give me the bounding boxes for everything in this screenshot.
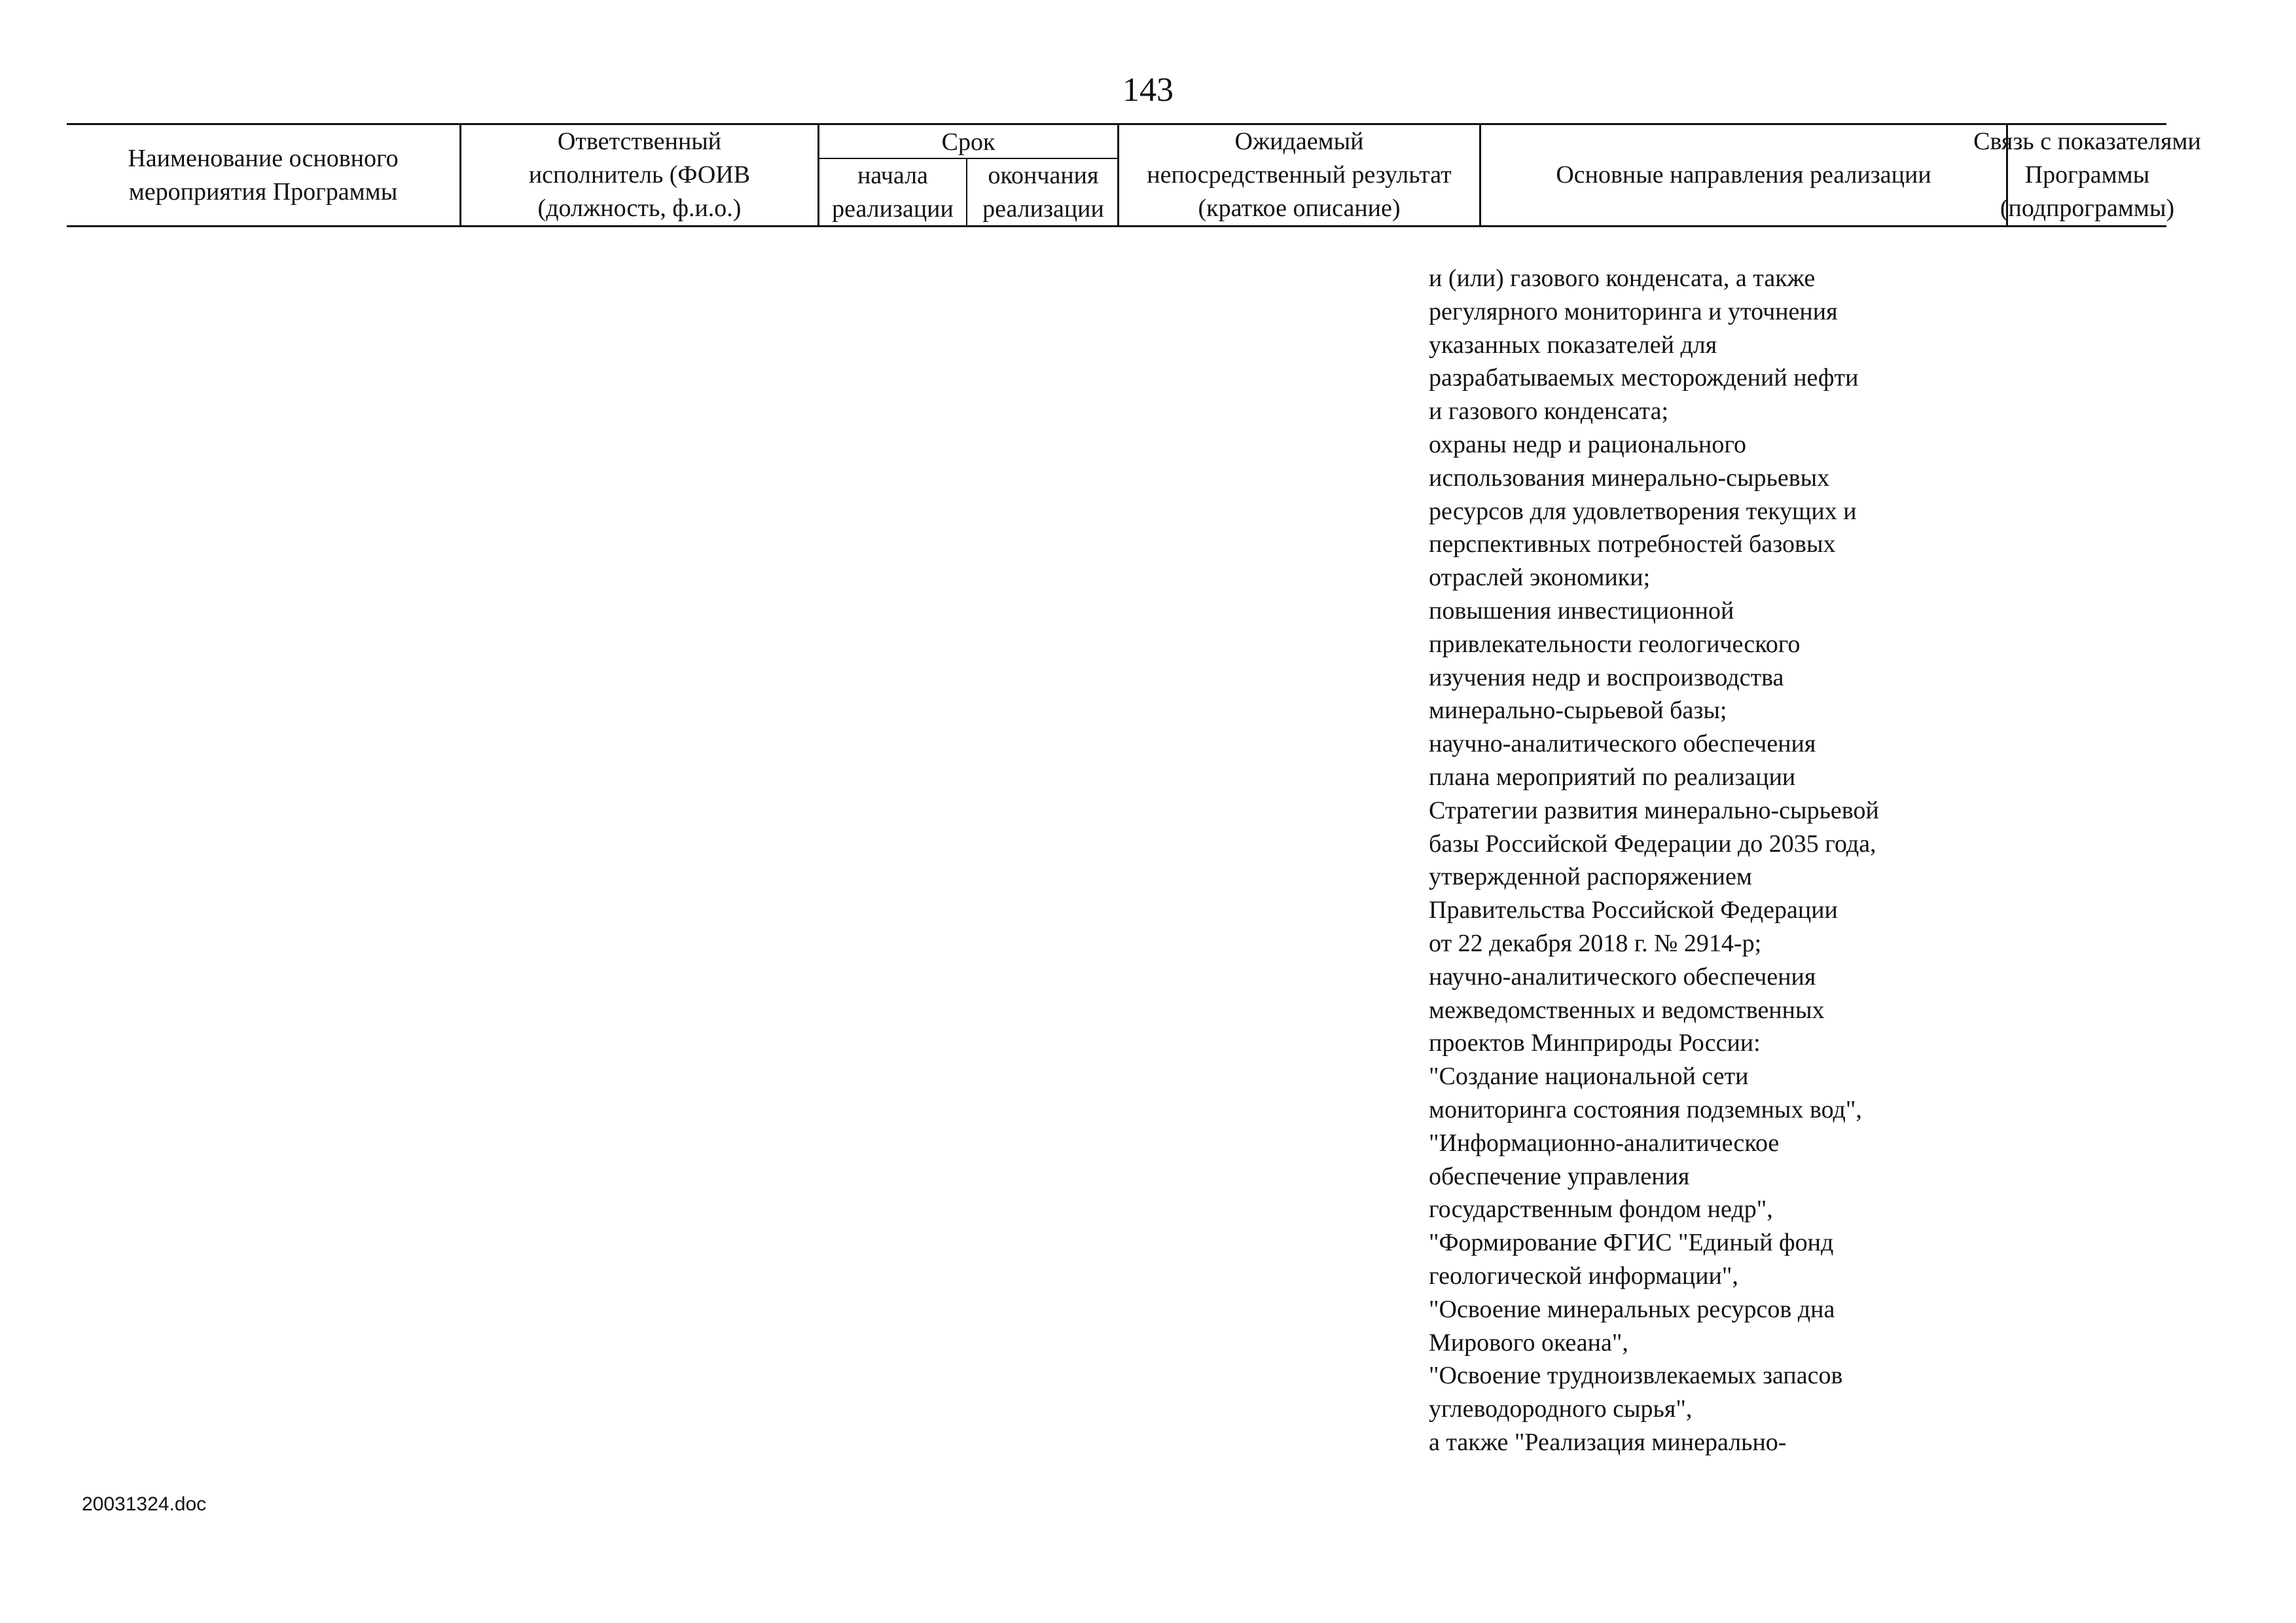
- text-line: плана мероприятий по реализации: [1429, 763, 1796, 791]
- text-line: от 22 декабря 2018 г. № 2914-р;: [1429, 929, 1762, 957]
- header-col-term-end: [966, 159, 1119, 225]
- header-col-term-title: Срок: [819, 125, 1117, 159]
- text-line: повышения инвестиционной: [1429, 596, 1734, 625]
- header-col-name: [67, 125, 459, 225]
- text-line: минерально-сырьевой базы;: [1429, 697, 1727, 725]
- header-col-term-start-line: начала: [857, 161, 928, 189]
- footer-doc-id: 20031324.doc: [82, 1493, 207, 1515]
- text-line: Мирового океана",: [1429, 1328, 1628, 1357]
- text-line: и (или) газового конденсата, а также: [1429, 264, 1816, 292]
- text-line: научно-аналитического обеспечения: [1429, 730, 1816, 758]
- header-col-indicators-line: Связь с показателями: [1973, 128, 2201, 155]
- text-line: и газового конденсата;: [1429, 397, 1669, 426]
- text-line: межведомственных и ведомственных: [1429, 996, 1825, 1024]
- text-line: а также "Реализация минерально-: [1429, 1428, 1787, 1456]
- text-line: привлекательности геологического: [1429, 630, 1801, 658]
- text-line: геологической информации",: [1429, 1262, 1738, 1290]
- header-col-result-line: непосредственный результат: [1147, 161, 1452, 189]
- text-line: обеспечение управления: [1429, 1162, 1690, 1190]
- text-line: углеводородного сырья",: [1429, 1395, 1693, 1423]
- header-col-indicators-line: (подпрограммы): [2000, 194, 2175, 222]
- text-line: охраны недр и рационального: [1429, 430, 1747, 458]
- text-line: "Освоение минеральных ресурсов дна: [1429, 1295, 1835, 1323]
- text-line: научно-аналитического обеспечения: [1429, 962, 1816, 991]
- header-col-indicators-line: Программы: [2024, 161, 2150, 189]
- header-col-responsible: [459, 125, 817, 225]
- header-col-term-end-line: реализации: [982, 194, 1104, 223]
- header-col-result-line: Ожидаемый: [1234, 128, 1364, 155]
- header-col-directions-line: Основные направления реализации: [1556, 161, 1931, 189]
- text-line: проектов Минприроды России:: [1429, 1029, 1761, 1057]
- header-col-name-line: Наименование основного: [128, 144, 399, 172]
- header-col-term-end-line: окончания: [988, 161, 1099, 189]
- text-line: ресурсов для удовлетворения текущих и: [1429, 497, 1857, 525]
- header-col-term: [817, 125, 1117, 225]
- text-line: "Формирование ФГИС "Единый фонд: [1429, 1229, 1834, 1257]
- text-line: разрабатываемых месторождений нефти: [1429, 364, 1859, 392]
- header-col-result: [1117, 125, 1479, 225]
- text-line: базы Российской Федерации до 2035 года,: [1429, 830, 1876, 858]
- text-line: "Создание национальной сети: [1429, 1063, 1749, 1091]
- directions-text: [1429, 262, 1965, 1459]
- text-line: регулярного мониторинга и уточнения: [1429, 297, 1838, 325]
- header-col-term-start: [819, 159, 966, 225]
- text-line: государственным фондом недр",: [1429, 1195, 1773, 1224]
- text-line: "Освоение трудноизвлекаемых запасов: [1429, 1362, 1843, 1390]
- text-line: Правительства Российской Федерации: [1429, 896, 1838, 924]
- header-col-responsible-line: исполнитель (ФОИВ: [528, 161, 751, 189]
- header-col-responsible-line: (должность, ф.и.о.): [537, 194, 742, 222]
- text-line: Стратегии развития минерально-сырьевой: [1429, 796, 1879, 824]
- text-line: утвержденной распоряжением: [1429, 863, 1752, 891]
- header-col-indicators: [1973, 125, 2201, 225]
- text-line: изучения недр и воспроизводства: [1429, 663, 1784, 691]
- text-line: перспективных потребностей базовых: [1429, 530, 1836, 558]
- header-col-responsible-line: Ответственный: [557, 128, 722, 155]
- header-col-result-line: (краткое описание): [1198, 194, 1401, 222]
- header-col-name-line: мероприятия Программы: [128, 177, 398, 206]
- text-line: "Информационно-аналитическое: [1429, 1129, 1780, 1157]
- text-line: отраслей экономики;: [1429, 564, 1651, 592]
- header-col-term-start-line: реализации: [832, 194, 954, 223]
- page-number: 143: [1122, 71, 1174, 109]
- text-line: мониторинга состояния подземных вод",: [1429, 1095, 1862, 1123]
- text-line: указанных показателей для: [1429, 331, 1717, 359]
- header-col-directions: [1479, 125, 2006, 225]
- text-line: использования минерально-сырьевых: [1429, 464, 1830, 492]
- table-header: [67, 123, 2201, 227]
